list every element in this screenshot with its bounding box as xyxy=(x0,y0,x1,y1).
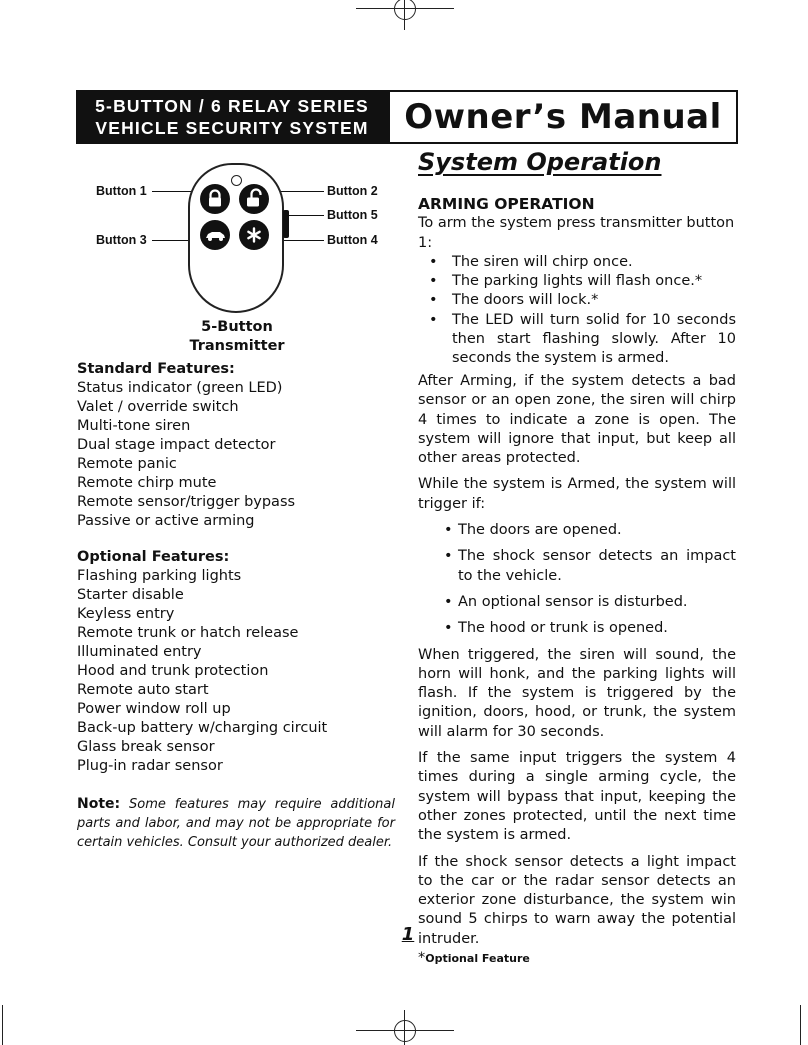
arming-intro: To arm the system press transmitter button 1: xyxy=(418,215,735,251)
asterisk-icon xyxy=(239,220,269,250)
standard-features-heading: Standard Features: xyxy=(77,361,235,377)
side-button-5 xyxy=(283,210,289,238)
manual-title: Owner’s Manual xyxy=(388,90,738,144)
arming-heading: ARMING OPERATION xyxy=(418,195,595,213)
lock-icon xyxy=(200,184,230,214)
label-button-3: Button 3 xyxy=(96,233,147,247)
unlock-icon xyxy=(239,184,269,214)
registration-circle-bottom xyxy=(394,1020,416,1042)
label-button-4: Button 4 xyxy=(327,233,378,247)
list-item: Back-up battery w/charging circuit xyxy=(77,720,328,736)
footnote-mark: * xyxy=(418,950,426,967)
list-item: Remote panic xyxy=(77,456,177,472)
list-item: Valet / override switch xyxy=(77,399,239,415)
list-item: Hood and trunk protection xyxy=(77,663,269,679)
optional-features xyxy=(77,548,327,776)
when-triggered-paragraph: When triggered, the siren will sound, the horn will honk, and the parking lights will flash. If the system is triggered by the ignition, doors, hood, or trunk, the system will alarm for 30 seconds. xyxy=(418,646,736,740)
list-item: Dual stage impact detector xyxy=(77,437,276,453)
list-item: • The hood or trunk is opened. xyxy=(418,619,736,638)
transmitter-caption xyxy=(176,318,298,356)
standard-features xyxy=(77,360,295,531)
series-banner xyxy=(76,90,388,144)
list-item: Status indicator (green LED) xyxy=(77,380,283,396)
list-item: Glass break sensor xyxy=(77,739,215,755)
operation-body xyxy=(418,372,736,968)
note xyxy=(77,795,395,852)
list-item: Remote trunk or hatch release xyxy=(77,625,299,641)
list-item: • The parking lights will flash once.* xyxy=(418,272,736,291)
same-input-paragraph: If the same input triggers the system 4 times during a single arming cycle, the system will bypass that input, keeping the other zones protected, until the next time the system is armed. xyxy=(418,750,736,844)
footnote-text: Optional Feature xyxy=(425,952,530,966)
footnote xyxy=(418,949,736,968)
label-button-1: Button 1 xyxy=(96,184,147,198)
list-item: Remote sensor/trigger bypass xyxy=(77,494,296,510)
list-item: Remote chirp mute xyxy=(77,475,217,491)
list-item: • The doors are opened. xyxy=(418,521,736,540)
list-item: Passive or active arming xyxy=(77,513,255,529)
leader-button-5 xyxy=(289,215,324,216)
label-button-5: Button 5 xyxy=(327,208,378,222)
list-item: Illuminated entry xyxy=(77,644,202,660)
list-item: • The siren will chirp once. xyxy=(418,253,736,272)
registration-circle-top xyxy=(394,0,416,20)
list-item: • The doors will lock.* xyxy=(418,291,736,310)
caption-line-2: Transmitter xyxy=(189,338,285,354)
list-item: Flashing parking lights xyxy=(77,568,242,584)
caption-line-1: 5-Button xyxy=(201,319,273,335)
list-item: Remote auto start xyxy=(77,682,209,698)
list-item: • The shock sensor detects an impact to the vehicle. xyxy=(418,547,736,586)
list-item: • The LED will turn solid for 10 seconds then start flashing slowly. After 10 seconds the system is armed. xyxy=(418,311,736,369)
after-arming-paragraph: After Arming, if the system detects a bad sensor or an open zone, the siren will chirp 4 times to indicate a zone is open. The system will ignore that input, but keep all other areas protected. xyxy=(418,373,736,467)
list-item: Power window roll up xyxy=(77,701,231,717)
shock-sensor-paragraph: If the shock sensor detects a light impact to the car or the radar sensor detects an exterior zone disturbance, the system win sound 5 chirps to warn away the potential intruder. xyxy=(418,853,736,947)
crop-mark-left xyxy=(2,1005,3,1045)
page-number: 1 xyxy=(401,924,415,945)
list-item: • An optional sensor is disturbed. xyxy=(418,593,736,612)
while-armed-paragraph: While the system is Armed, the system will trigger if: xyxy=(418,476,736,512)
note-text: Some features may require additional parts and labor, and may not be appropriate for certain vehicles. Consult your authorized dealer. xyxy=(77,797,395,850)
car-trunk-icon xyxy=(200,220,230,250)
note-label: Note: xyxy=(77,796,121,812)
optional-features-heading: Optional Features: xyxy=(77,549,230,565)
list-item: Keyless entry xyxy=(77,606,175,622)
list-item: Multi-tone siren xyxy=(77,418,191,434)
section-title: System Operation xyxy=(418,148,662,176)
crop-mark-right xyxy=(800,1005,801,1045)
arming-operation xyxy=(418,195,736,369)
list-item: Plug-in radar sensor xyxy=(77,758,223,774)
series-line-2: VEHICLE SECURITY SYSTEM xyxy=(95,118,369,138)
series-line-1: 5-BUTTON / 6 RELAY SERIES xyxy=(95,96,369,116)
list-item: Starter disable xyxy=(77,587,184,603)
label-button-2: Button 2 xyxy=(327,184,378,198)
